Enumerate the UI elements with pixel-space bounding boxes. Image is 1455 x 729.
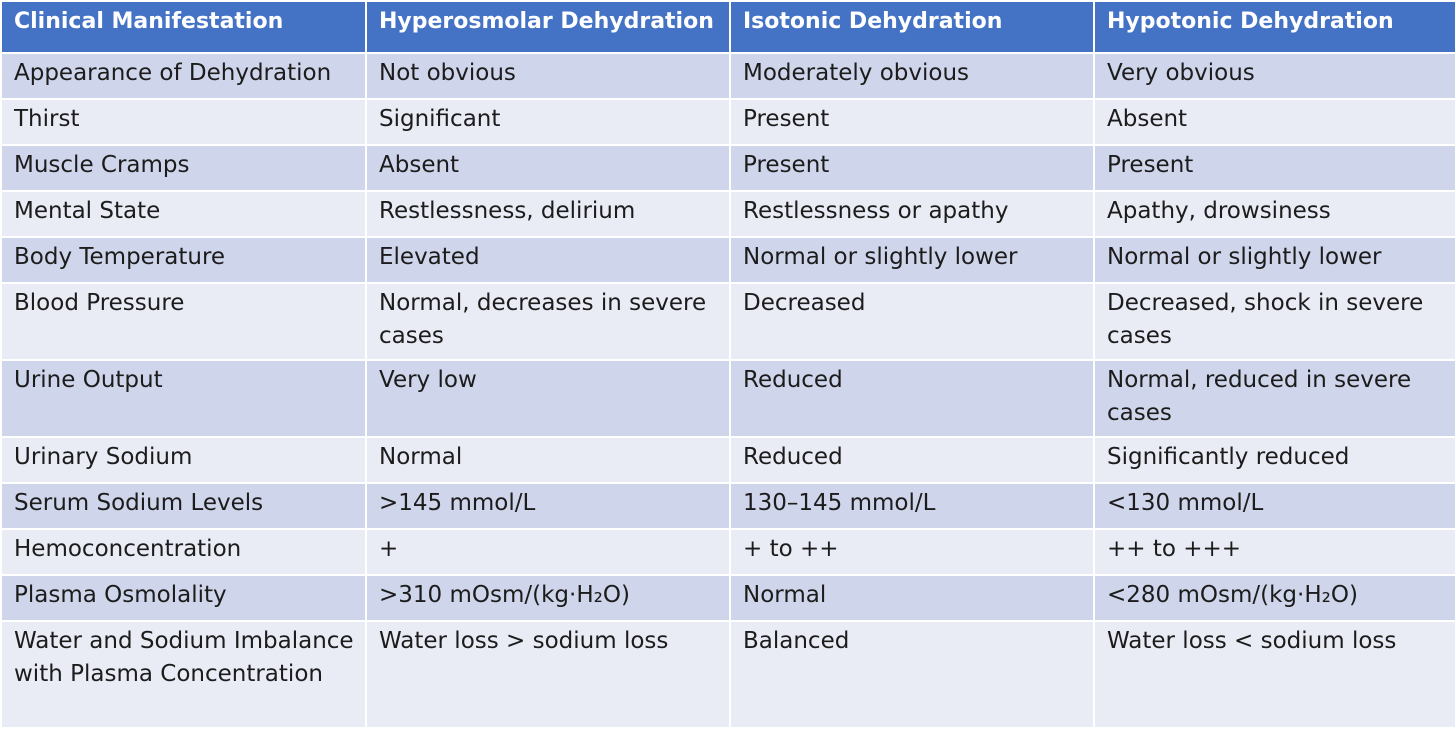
table-cell: Normal [366,437,730,483]
table-cell: Absent [366,145,730,191]
table-cell: Present [1094,145,1455,191]
table-row [1,191,1455,237]
table-cell: Present [730,145,1094,191]
column-header-hyperosmolar: Hyperosmolar Dehydration [366,1,730,53]
table-cell: Moderately obvious [730,53,1094,99]
table-cell: Blood Pressure [1,283,366,360]
table-cell: + to ++ [730,529,1094,575]
column-header-clinical-manifestation: Clinical Manifestation [1,1,366,53]
table-cell: >145 mmol/L [366,483,730,529]
table-row [1,53,1455,99]
table-cell: ++ to +++ [1094,529,1455,575]
table-cell: Significantly reduced [1094,437,1455,483]
table-cell: Water loss > sodium loss [366,621,730,728]
table-row [1,283,1455,360]
table-cell: Normal, reduced in severe cases [1094,360,1455,437]
table-cell: Serum Sodium Levels [1,483,366,529]
table-cell: Present [730,99,1094,145]
table-cell: >310 mOsm/(kg·H₂O) [366,575,730,621]
table-cell: Appearance of Dehydration [1,53,366,99]
table-cell: Significant [366,99,730,145]
table-cell: Reduced [730,437,1094,483]
table-cell: <130 mmol/L [1094,483,1455,529]
table-cell: Urinary Sodium [1,437,366,483]
table-cell: Mental State [1,191,366,237]
table-row [1,360,1455,437]
table-cell: + [366,529,730,575]
table-cell: Restlessness or apathy [730,191,1094,237]
table-cell: Decreased, shock in severe cases [1094,283,1455,360]
table-cell: Not obvious [366,53,730,99]
table-cell: Apathy, drowsiness [1094,191,1455,237]
table-cell: Body Temperature [1,237,366,283]
table-row [1,237,1455,283]
table-cell: Thirst [1,99,366,145]
table-cell: Normal or slightly lower [1094,237,1455,283]
table-cell: Plasma Osmolality [1,575,366,621]
table-cell: Water and Sodium Imbalance with Plasma Concentration [1,621,366,728]
table-cell: Reduced [730,360,1094,437]
table-row [1,483,1455,529]
column-header-isotonic: Isotonic Dehydration [730,1,1094,53]
table-cell: Muscle Cramps [1,145,366,191]
table-cell: Elevated [366,237,730,283]
table-row [1,145,1455,191]
table-cell: Normal, decreases in severe cases [366,283,730,360]
table-cell: Hemoconcentration [1,529,366,575]
table-cell: Normal or slightly lower [730,237,1094,283]
table-cell: Urine Output [1,360,366,437]
table-row [1,529,1455,575]
table-row [1,575,1455,621]
table-cell: 130–145 mmol/L [730,483,1094,529]
table-cell: Very low [366,360,730,437]
table-row [1,437,1455,483]
table-cell: Water loss < sodium loss [1094,621,1455,728]
table-cell: Very obvious [1094,53,1455,99]
table-row [1,99,1455,145]
table-row [1,621,1455,728]
column-header-hypotonic: Hypotonic Dehydration [1094,1,1455,53]
header-row [1,1,1455,53]
table-cell: Decreased [730,283,1094,360]
table-cell: <280 mOsm/(kg·H₂O) [1094,575,1455,621]
table-cell: Normal [730,575,1094,621]
table-cell: Balanced [730,621,1094,728]
table-cell: Restlessness, delirium [366,191,730,237]
table-cell: Absent [1094,99,1455,145]
